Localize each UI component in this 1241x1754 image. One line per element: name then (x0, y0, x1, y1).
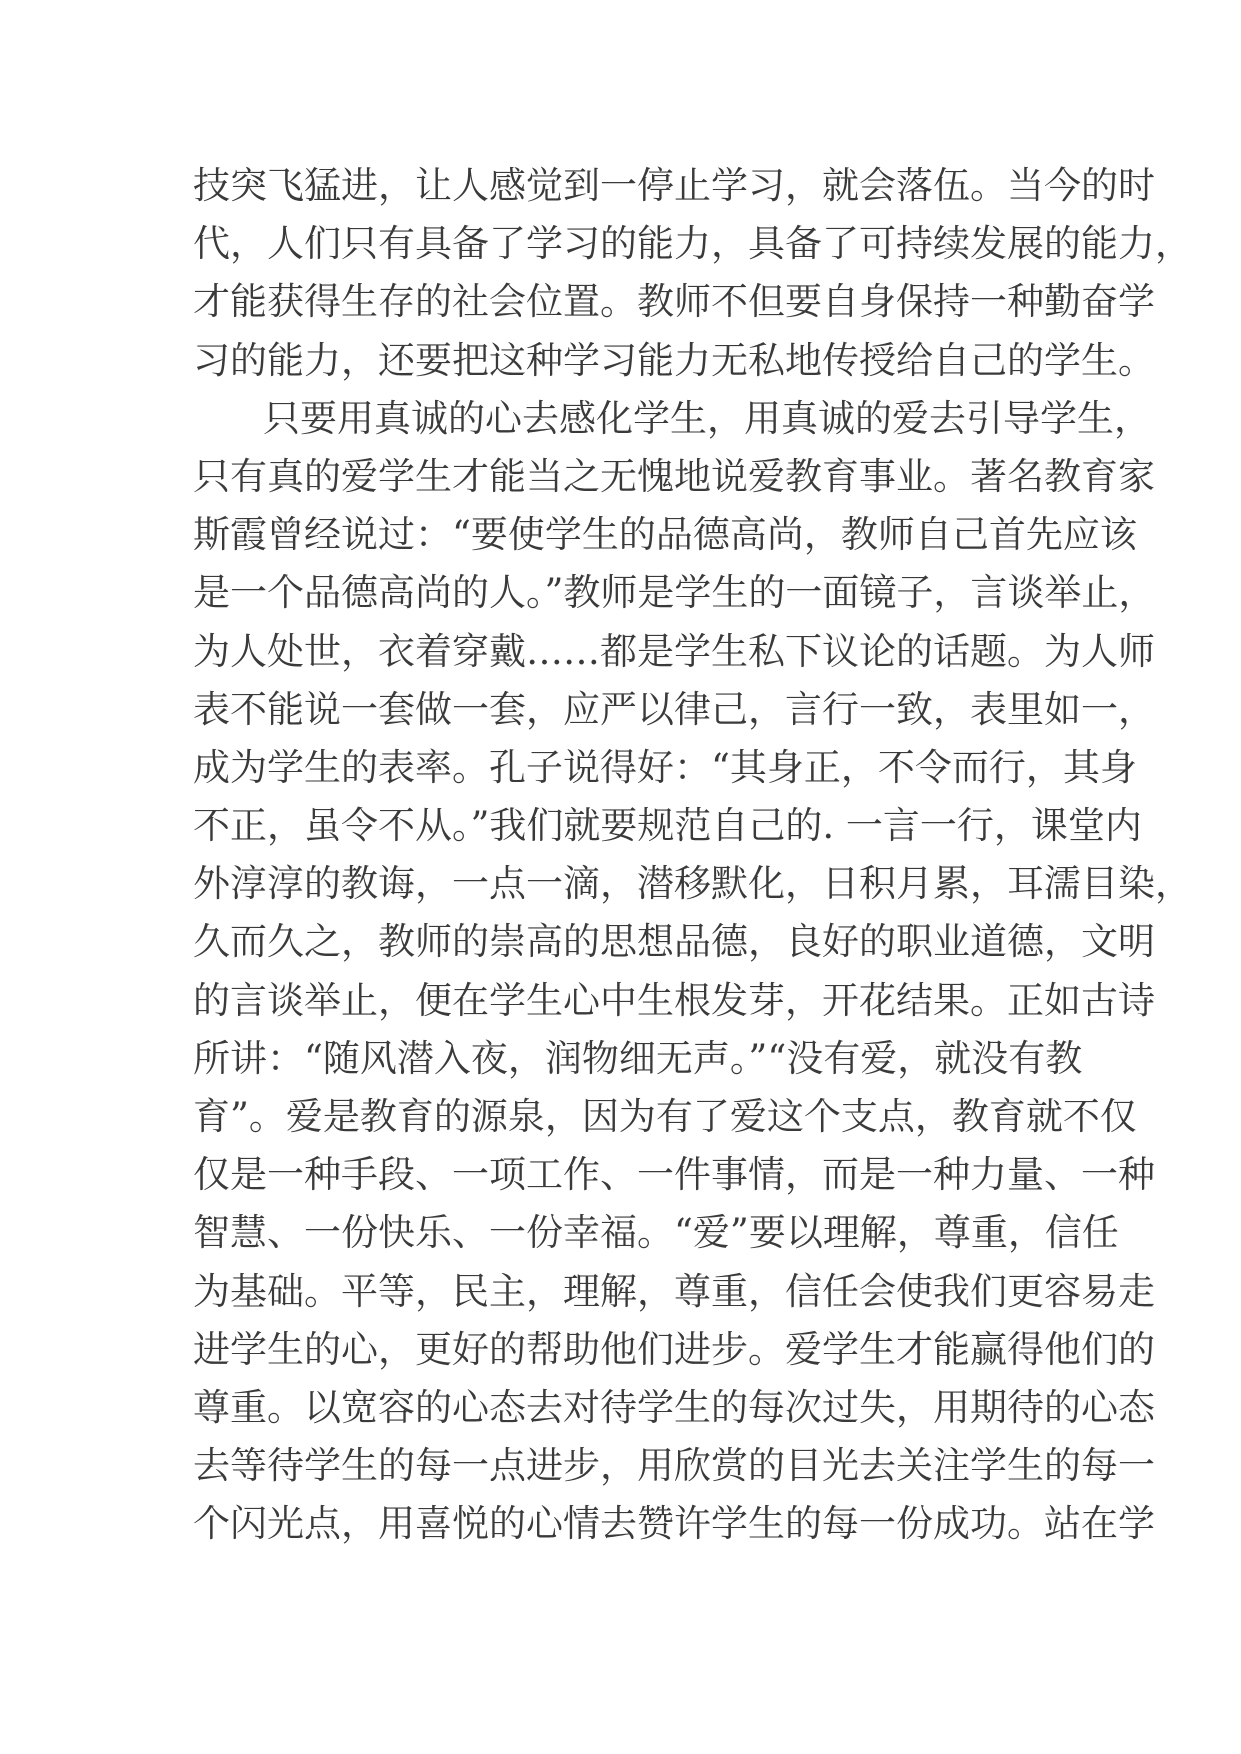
text-line: 去等待学生的每一点进步，用欣赏的目光去关注学生的每一 (193, 1444, 1155, 1488)
text-line: 习的能力，还要把这种学习能力无私地传授给自己的学生。 (193, 338, 1155, 382)
text-line: 久而久之，教师的崇高的思想品德，良好的职业道德，文明 (193, 920, 1155, 964)
text-line: 外淳淳的教诲，一点一滴，潜移默化，日积月累，耳濡目染， (193, 862, 1192, 906)
text-line: 斯霞曾经说过：“要使学生的品德高尚，教师自己首先应该 (193, 513, 1137, 557)
body-text (193, 157, 1192, 1554)
text-line: 只有真的爱学生才能当之无愧地说爱教育事业。著名教育家 (193, 454, 1155, 498)
text-line: 才能获得生存的社会位置。教师不但要自身保持一种勤奋学 (193, 280, 1155, 324)
text-line: 育”。爱是教育的源泉，因为有了爱这个支点，教育就不仅 (193, 1095, 1137, 1138)
text-line: 智慧、一份快乐、一份幸福。“爱”要以理解，尊重，信任 (193, 1211, 1119, 1255)
text-line: 为人处世，衣着穿戴……都是学生私下议论的话题。为人师 (193, 629, 1155, 673)
text-line: 为基础。平等，民主，理解，尊重，信任会使我们更容易走 (193, 1269, 1155, 1313)
text-line: 仅是一种手段、一项工作、一件事情，而是一种力量、一种 (193, 1153, 1155, 1197)
text-line: 尊重。以宽容的心态去对待学生的每次过失，用期待的心态 (193, 1385, 1155, 1429)
text-line: 个闪光点，用喜悦的心情去赞许学生的每一份成功。站在学 (193, 1502, 1155, 1546)
text-line: 表不能说一套做一套，应严以律己，言行一致，表里如一， (193, 687, 1155, 731)
text-line: 进学生的心，更好的帮助他们进步。爱学生才能赢得他们的 (193, 1327, 1155, 1371)
text-line: 的言谈举止，便在学生心中生根发芽，开花结果。正如古诗 (193, 978, 1155, 1022)
text-line: 成为学生的表率。孔子说得好：“其身正，不令而行，其身 (193, 745, 1137, 789)
text-line: 技突飞猛进，让人感觉到一停止学习，就会落伍。当今的时 (193, 164, 1155, 207)
text-line: 代，人们只有具备了学习的能力，具备了可持续发展的能力， (193, 222, 1192, 266)
text-line: 是一个品德高尚的人。”教师是学生的一面镜子，言谈举止， (193, 571, 1156, 615)
paragraph-first-line: 只要用真诚的心去感化学生，用真诚的爱去引导学生， (263, 396, 1151, 440)
text-line: 所讲：“随风潜入夜，润物细无声。”“没有爱，就没有教 (193, 1036, 1083, 1080)
text-line: 不正，虽令不从。”我们就要规范自己的. 一言一行，课堂内 (193, 804, 1142, 848)
